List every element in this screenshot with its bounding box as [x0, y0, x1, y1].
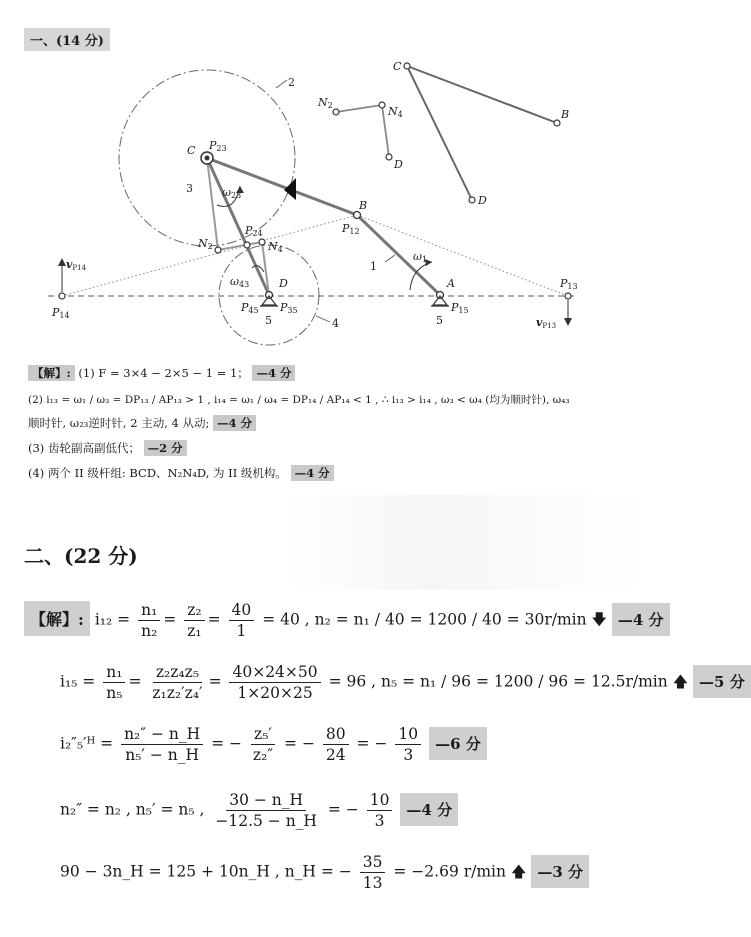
equation-1: 【解】: i₁₂ = $\frac{\text{n₁}}{\text{n₂}}$ = $\frac{\text{z₂}}{\text{z₁}}$ = $\frac{40}{1}$ = 40 , n₂ = n₁ / 40 = 1200 / 40 = 30r/min 🡇 —4 分 [24, 600, 670, 641]
equation-3 [60, 724, 487, 765]
label-r-d2: D [394, 158, 403, 171]
solution-line-2b [28, 415, 256, 431]
label-r-n4: N4 [388, 105, 403, 119]
eq2-lhs: i₁₅ = [60, 672, 96, 691]
label-num1: 1 [370, 260, 377, 273]
joint-p13 [565, 293, 571, 299]
label-p12: P12 [342, 222, 360, 236]
eq4-mid: = − [327, 800, 359, 819]
solution-line-3 [28, 440, 187, 456]
arrow-up-icon: 🡅 [672, 672, 689, 691]
eq3-mid3: = − [356, 734, 388, 753]
eq1-tail: = 40 , n₂ = n₁ / 40 = 1200 / 40 = 30r/min [262, 610, 587, 629]
line-1-text: (1) F = 3×4 − 2×5 − 1 = 1； [78, 366, 249, 380]
section-2-solution-label: 【解】: [24, 601, 90, 636]
eq2-frac-2: $\frac{\text{z₂z₄z₅}}{\text{z₁z₂′z₄′}}$ [152, 663, 203, 702]
solution-line-4 [28, 465, 334, 481]
ground-pivot-a [431, 292, 449, 307]
label-p14: P14 [52, 306, 70, 320]
line-4-text: (4) 两个 II 级杆组: BCD、N₂N₄D, 为 II 级机构。 [28, 466, 287, 480]
eq5-score: —3 分 [531, 855, 589, 888]
link-ba [357, 215, 440, 295]
label-num3: 3 [186, 182, 193, 195]
eq4-frac-1: $\frac{30 - n\_H}{-12.5 - n\_H}$ [215, 791, 317, 830]
label-vp13: vP13 [536, 316, 557, 330]
eq3-frac-1: $\frac{\text{n₂″ − n\_H}}{\text{n₅′ − n\_H}}$ [121, 724, 203, 765]
label-omega23: ω23 [222, 186, 242, 200]
eq5-frac-1: $\frac{35}{13}$ [360, 852, 386, 893]
eq3-frac-4: $\frac{10}{3}$ [395, 724, 421, 765]
label-p13: P13 [560, 277, 578, 291]
eq5-tail: = −2.69 r/min [393, 862, 507, 881]
eq4-frac-2: $\frac{10}{3}$ [367, 790, 393, 831]
joint-b [354, 212, 361, 219]
eq3-lhs: i₂″₅′ᴴ = [60, 734, 114, 753]
label-c: C [187, 144, 196, 157]
dotted-line-b-p13 [357, 215, 568, 296]
label-omega43: ω43 [230, 275, 250, 289]
eq5-text: 90 − 3n_H = 125 + 10n_H , n_H = − [60, 862, 352, 881]
label-p15: P15 [451, 301, 469, 315]
line-2b-text: 顺时针, ω₂₃逆时针, 2 主动, 4 从动; [28, 416, 210, 430]
eq2-frac-1: $\frac{\text{n₁}}{\text{n₅}}$ [103, 662, 125, 703]
eq1-frac-2: $\frac{\text{z₂}}{\text{z₁}}$ [184, 600, 204, 641]
eq3-mid2: = − [284, 734, 315, 753]
link-n2-n4 [218, 242, 262, 250]
label-num5a: 5 [265, 314, 272, 327]
label-r-b: B [561, 108, 570, 121]
dotted-line-p14-b [62, 215, 357, 296]
label-num2: 2 [288, 76, 295, 89]
eq1-frac-3: $\frac{40}{1}$ [229, 600, 255, 641]
r-link-n2-n4 [336, 105, 382, 112]
background-fade [285, 495, 645, 590]
label-a: A [447, 277, 455, 290]
section-2-header: 二、(22 分) [24, 544, 138, 568]
eq3-frac-2: $\frac{\text{z₅′}}{\text{z₂″}}$ [252, 725, 274, 764]
equation-2: i₁₅ = $\frac{\text{n₁}}{\text{n₅}}$ = $\frac{\text{z₂z₄z₅}}{\text{z₁z₂′z₄′}}$ = $\frac{40\times 24\times 50}{1\times 20\times 25}$ = 96 , n₅ = n₁ / 96 = 1200 / 96 = 12.5r/min 🡅 —5 分 [60, 662, 751, 703]
line-3-score: —2 分 [144, 440, 187, 456]
solution-line-2a [28, 392, 570, 408]
eq4-text: n₂″ = n₂ , n₅′ = n₅ , [60, 800, 205, 819]
label-num5b: 5 [436, 314, 443, 327]
line-1-score: —4 分 [252, 365, 295, 381]
line-2a-text: (2) i₁₃ = ω₁ / ω₃ = DP₁₃ / AP₁₃ > 1 , i₁₄ = ω₁ / ω₄ = DP₁₄ / AP₁₄ < 1 , ∴ i₁₃ > i₁₄ , ω₃ < ω₄ (均为顺时针), ω₄₃ [28, 394, 570, 406]
line-3-text: (3) 齿轮副高副低代； [28, 441, 140, 455]
label-n2: N2 [198, 237, 213, 251]
eq3-frac-3: $\frac{80}{24}$ [323, 724, 349, 765]
eq1-score: —4 分 [612, 603, 670, 636]
section-1 [0, 0, 640, 490]
eq2-tail: = 96 , n₅ = n₁ / 96 = 1200 / 96 = 12.5r/min [328, 672, 668, 691]
label-omega1: ω1 [413, 250, 428, 264]
label-d: D [279, 277, 288, 290]
eq4-score: —4 分 [400, 793, 458, 826]
label-b: B [359, 199, 368, 212]
label-n4: N4 [268, 240, 283, 254]
solution-line-1 [28, 365, 295, 381]
label-r-c: C [393, 60, 402, 73]
label-num4: 4 [332, 317, 339, 330]
eq3-score: —6 分 [429, 727, 487, 760]
eq3-mid: = − [211, 734, 242, 753]
eq1-frac-1: $\frac{\text{n₁}}{\text{n₂}}$ [138, 600, 160, 641]
joint-n2 [215, 247, 221, 253]
label-r-n2: N2 [318, 96, 333, 110]
section-1-header: 一、(14 分) [24, 28, 110, 51]
arrow-up-icon-2: 🡅 [510, 862, 527, 881]
arrow-down-icon: 🡇 [591, 610, 607, 629]
ground-pivot-d [260, 292, 278, 307]
label-p24: P24 [245, 224, 263, 238]
eq2-score: —5 分 [693, 665, 751, 698]
label-r-d: D [478, 194, 487, 207]
label-p23: P23 [209, 139, 227, 153]
joint-p24 [244, 242, 250, 248]
label-p45: P45 [241, 301, 259, 315]
solution-label: 【解】: [28, 365, 75, 381]
line-4-score: —4 分 [291, 465, 334, 481]
mechanism-diagram [0, 0, 640, 360]
equation-4 [60, 790, 458, 831]
eq2-frac-3: $\frac{40\times 24\times 50}{1\times 20\times 25}$ [229, 662, 320, 703]
line-2-score: —4 分 [213, 415, 256, 431]
joint-n4 [259, 239, 265, 245]
label-p35: P35 [280, 301, 298, 315]
eq1-lhs: i₁₂ = [94, 610, 131, 629]
label-vp14: vP14 [66, 258, 87, 272]
joint-p14 [59, 293, 65, 299]
equation-5 [60, 852, 589, 893]
